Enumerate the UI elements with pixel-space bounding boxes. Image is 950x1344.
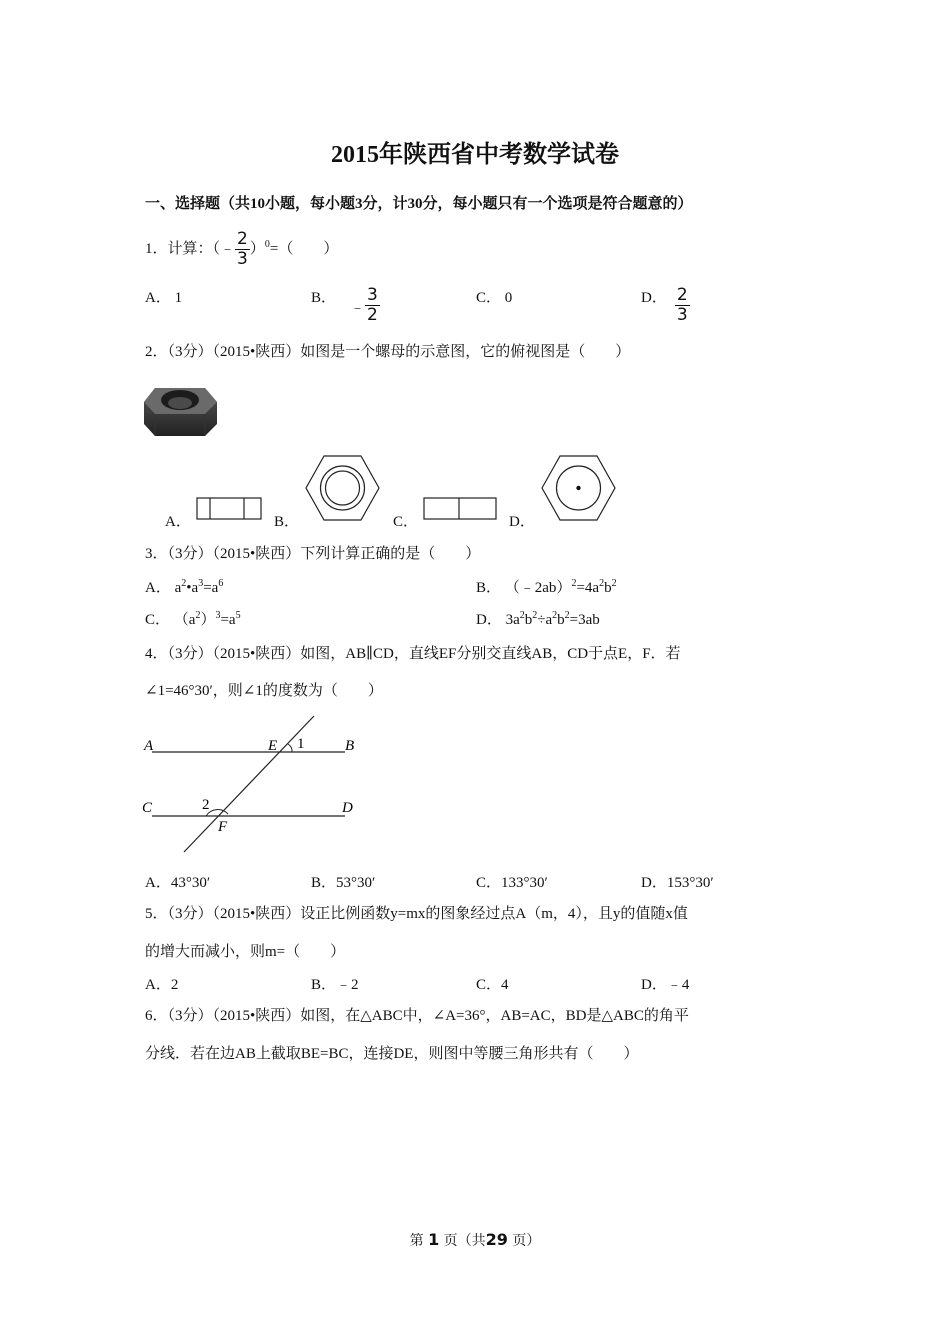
q4-option-d[interactable]: D．153°30′: [641, 875, 714, 891]
q4-option-b[interactable]: B．53°30′: [311, 875, 376, 891]
q3-option-d[interactable]: [476, 608, 600, 629]
q1-b-label: B．: [311, 290, 337, 306]
q3-c-t1: （a: [173, 612, 196, 628]
q1-d-fraction: [675, 286, 690, 325]
q1-exponent: 0: [264, 238, 270, 250]
footer-page-number: 1: [428, 1230, 440, 1249]
q1-b-sign: ﹣: [350, 300, 366, 316]
footer-mid: 页（共: [443, 1233, 486, 1249]
q2-option-a-figure: [196, 497, 264, 521]
q1-a-label: A．: [145, 290, 171, 306]
q1-b-den: 2: [367, 305, 378, 325]
q3-d-e3: 2: [552, 610, 558, 621]
footer-post: 页）: [512, 1233, 541, 1249]
q3-c-t3: =a: [220, 612, 236, 628]
q3-d-t5: =3ab: [569, 612, 600, 628]
q1-option-a[interactable]: [145, 286, 182, 307]
q3-b-e2: 2: [599, 578, 605, 589]
q3-c-label: C．: [145, 612, 171, 628]
q1-option-d[interactable]: [641, 286, 690, 325]
parallel-lines-figure: [140, 712, 370, 857]
q3-a-t2: •a: [186, 580, 199, 596]
q3-b-e3: 2: [611, 578, 617, 589]
q3-d-label: D．: [476, 612, 502, 628]
q3-a-e2: 3: [198, 578, 204, 589]
q5-option-d[interactable]: D．﹣4: [641, 977, 690, 993]
q4-option-c[interactable]: C．133°30′: [476, 875, 548, 891]
q1-c-text: 0: [504, 290, 513, 306]
q2-d-label[interactable]: D．: [509, 514, 535, 530]
q3-c-e1: 2: [195, 610, 201, 621]
footer-total-pages: 29: [485, 1230, 508, 1249]
question-4-stem-line2: ∠1=46°30′，则∠1的度数为（ ）: [145, 683, 383, 699]
question-5-stem-line1: 5．（3分）（2015•陕西）设正比例函数y=mx的图象经过点A（m，4），且y的值随x值: [145, 906, 688, 922]
q1-b-num: 3: [367, 285, 378, 305]
q1-stem-prefix: 1．计算：（﹣: [145, 240, 236, 257]
question-5-stem-line2: 的增大而减小，则m=（ ）: [145, 944, 346, 960]
q3-a-t3: =a: [203, 580, 219, 596]
q3-b-label: B．: [476, 580, 502, 596]
q5-option-a[interactable]: A．2: [145, 977, 179, 993]
q3-d-t1: 3a: [505, 612, 520, 628]
q1-option-b[interactable]: [311, 286, 380, 325]
fig-label-1: 1: [297, 736, 305, 752]
question-6-stem-line2: 分线．若在边AB上截取BE=BC，连接DE，则图中等腰三角形共有（ ）: [145, 1046, 639, 1062]
q3-a-e1: 2: [181, 578, 187, 589]
q1-d-num: 2: [676, 285, 688, 305]
question-3-stem: 3．（3分）（2015•陕西）下列计算正确的是（ ）: [145, 546, 481, 562]
q3-d-e2: 2: [532, 610, 538, 621]
q3-b-t1: （﹣2ab）: [504, 580, 572, 596]
fig-label-c: C: [142, 800, 153, 816]
fig-label-e: E: [268, 738, 278, 754]
fig-label-d: D: [342, 800, 353, 816]
fig-label-b: B: [345, 738, 355, 754]
q3-a-label: A．: [145, 580, 171, 596]
page-footer: [0, 1230, 950, 1250]
q1-stem-paren: ）: [249, 240, 265, 257]
q3-option-c[interactable]: [145, 608, 241, 629]
q1-fraction: [235, 230, 250, 269]
q1-option-c[interactable]: [476, 286, 512, 307]
q3-c-t2: ）: [200, 612, 216, 628]
q3-a-t1: a: [174, 580, 182, 596]
q2-option-d-figure: [541, 454, 617, 522]
q2-a-label[interactable]: A．: [165, 514, 191, 530]
q3-d-t4: b: [557, 612, 565, 628]
q5-option-c[interactable]: C．4: [476, 977, 509, 993]
fig-label-2: 2: [202, 797, 210, 813]
q2-option-b-figure: [305, 454, 381, 522]
q2-option-c-figure: [423, 497, 499, 521]
q2-c-label[interactable]: C．: [393, 514, 419, 530]
question-1-stem: [145, 230, 338, 269]
nut-figure: [143, 378, 219, 440]
q1-c-label: C．: [476, 290, 502, 306]
q1-frac-num: 2: [237, 229, 248, 249]
q3-c-e2: 3: [215, 610, 221, 621]
q1-d-label: D．: [641, 290, 667, 306]
q3-d-e1: 2: [519, 610, 525, 621]
q3-c-e3: 5: [235, 610, 241, 621]
fig-label-f: F: [218, 819, 228, 835]
q2-b-label[interactable]: B．: [274, 514, 300, 530]
q1-frac-den: 3: [237, 249, 248, 269]
q3-a-e3: 6: [218, 578, 224, 589]
page-title: 2015年陕西省中考数学试卷: [331, 142, 619, 168]
q1-b-fraction: [365, 286, 380, 325]
q5-option-b[interactable]: B．﹣2: [311, 977, 359, 993]
q1-a-text: 1: [174, 290, 183, 306]
fig-label-a: A: [144, 738, 154, 754]
q4-option-a[interactable]: A．43°30′: [145, 875, 211, 891]
footer-pre: 第: [409, 1233, 424, 1249]
q1-stem-suffix: =（ ）: [269, 240, 339, 257]
section-heading: 一、选择题（共10小题，每小题3分，计30分，每小题只有一个选项是符合题意的）: [145, 196, 693, 212]
q3-option-a[interactable]: [145, 576, 223, 597]
q3-b-e1: 2: [571, 578, 577, 589]
q3-d-e4: 2: [564, 610, 570, 621]
question-2-stem: 2．（3分）（2015•陕西）如图是一个螺母的示意图，它的俯视图是（ ）: [145, 344, 631, 360]
q1-d-den: 3: [676, 305, 688, 325]
q3-d-t3: ÷a: [537, 612, 553, 628]
q3-d-t2: b: [524, 612, 533, 628]
q3-option-b[interactable]: [476, 576, 617, 597]
q3-b-t2: =4a: [576, 580, 600, 596]
q3-b-t3: b: [604, 580, 612, 596]
question-4-stem-line1: 4．（3分）（2015•陕西）如图，AB∥CD，直线EF分别交直线AB，CD于点E，F．若: [145, 646, 681, 662]
question-6-stem-line1: 6．（3分）（2015•陕西）如图，在△ABC中，∠A=36°，AB=AC，BD是△ABC的角平: [145, 1008, 689, 1024]
